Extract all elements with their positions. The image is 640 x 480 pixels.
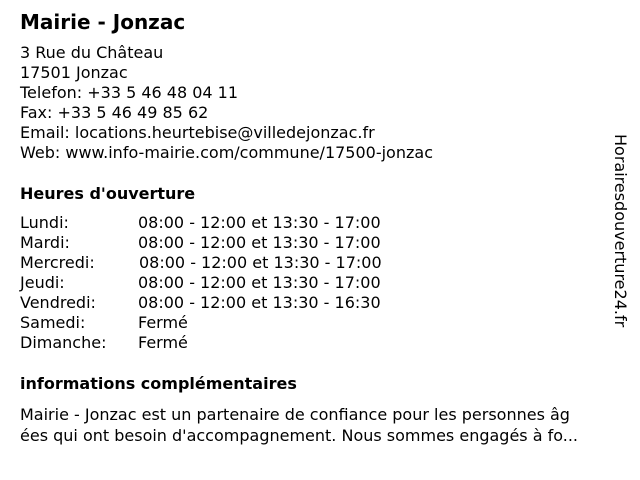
day-label: Mercredi:: [20, 253, 95, 272]
description-line: Mairie - Jonzac est un partenaire de confiance pour les personnes âg: [20, 405, 570, 424]
additional-info-heading: informations complémentaires: [20, 374, 297, 393]
day-label: Samedi:: [20, 313, 86, 332]
description-text: [20, 404, 620, 446]
hours-row-sunday: [20, 333, 440, 353]
day-label: Lundi:: [20, 213, 69, 232]
time-value: 08:00 - 12:00 et 13:30 - 17:00: [138, 273, 381, 292]
time-value: 08:00 - 12:00 et 13:30 - 17:00: [139, 253, 382, 272]
time-value: 08:00 - 12:00 et 13:30 - 17:00: [138, 233, 381, 252]
website-url: Web: www.info-mairie.com/commune/17500-jonzac: [20, 143, 433, 162]
phone-number: Telefon: +33 5 46 48 04 11: [20, 83, 239, 102]
time-value: Fermé: [138, 313, 188, 332]
day-label: Dimanche:: [20, 333, 107, 352]
hours-row-monday: [20, 213, 440, 233]
day-label: Jeudi:: [20, 273, 65, 292]
site-watermark: Horairesdouverture24.fr: [611, 134, 630, 328]
page-title: Mairie - Jonzac: [20, 10, 186, 34]
description-line: ées qui ont besoin d'accompagnement. Nous sommes engagés à fo...: [20, 426, 579, 445]
hours-row-saturday: [20, 313, 440, 333]
time-value: 08:00 - 12:00 et 13:30 - 17:00: [138, 213, 381, 232]
email-address: Email: locations.heurtebise@villedejonzac.fr: [20, 123, 375, 142]
time-value: 08:00 - 12:00 et 13:30 - 16:30: [138, 293, 381, 312]
hours-row-wednesday: [20, 253, 440, 273]
day-label: Mardi:: [20, 233, 70, 252]
hours-row-tuesday: [20, 233, 440, 253]
hours-row-thursday: [20, 273, 440, 293]
day-label: Vendredi:: [20, 293, 96, 312]
opening-hours-table: [20, 213, 440, 353]
address-street: 3 Rue du Château: [20, 43, 164, 62]
fax-number: Fax: +33 5 46 49 85 62: [20, 103, 209, 122]
time-value: Fermé: [138, 333, 188, 352]
contact-block: [20, 43, 433, 163]
address-city: 17501 Jonzac: [20, 63, 128, 82]
hours-row-friday: [20, 293, 440, 313]
opening-hours-heading: Heures d'ouverture: [20, 184, 196, 203]
